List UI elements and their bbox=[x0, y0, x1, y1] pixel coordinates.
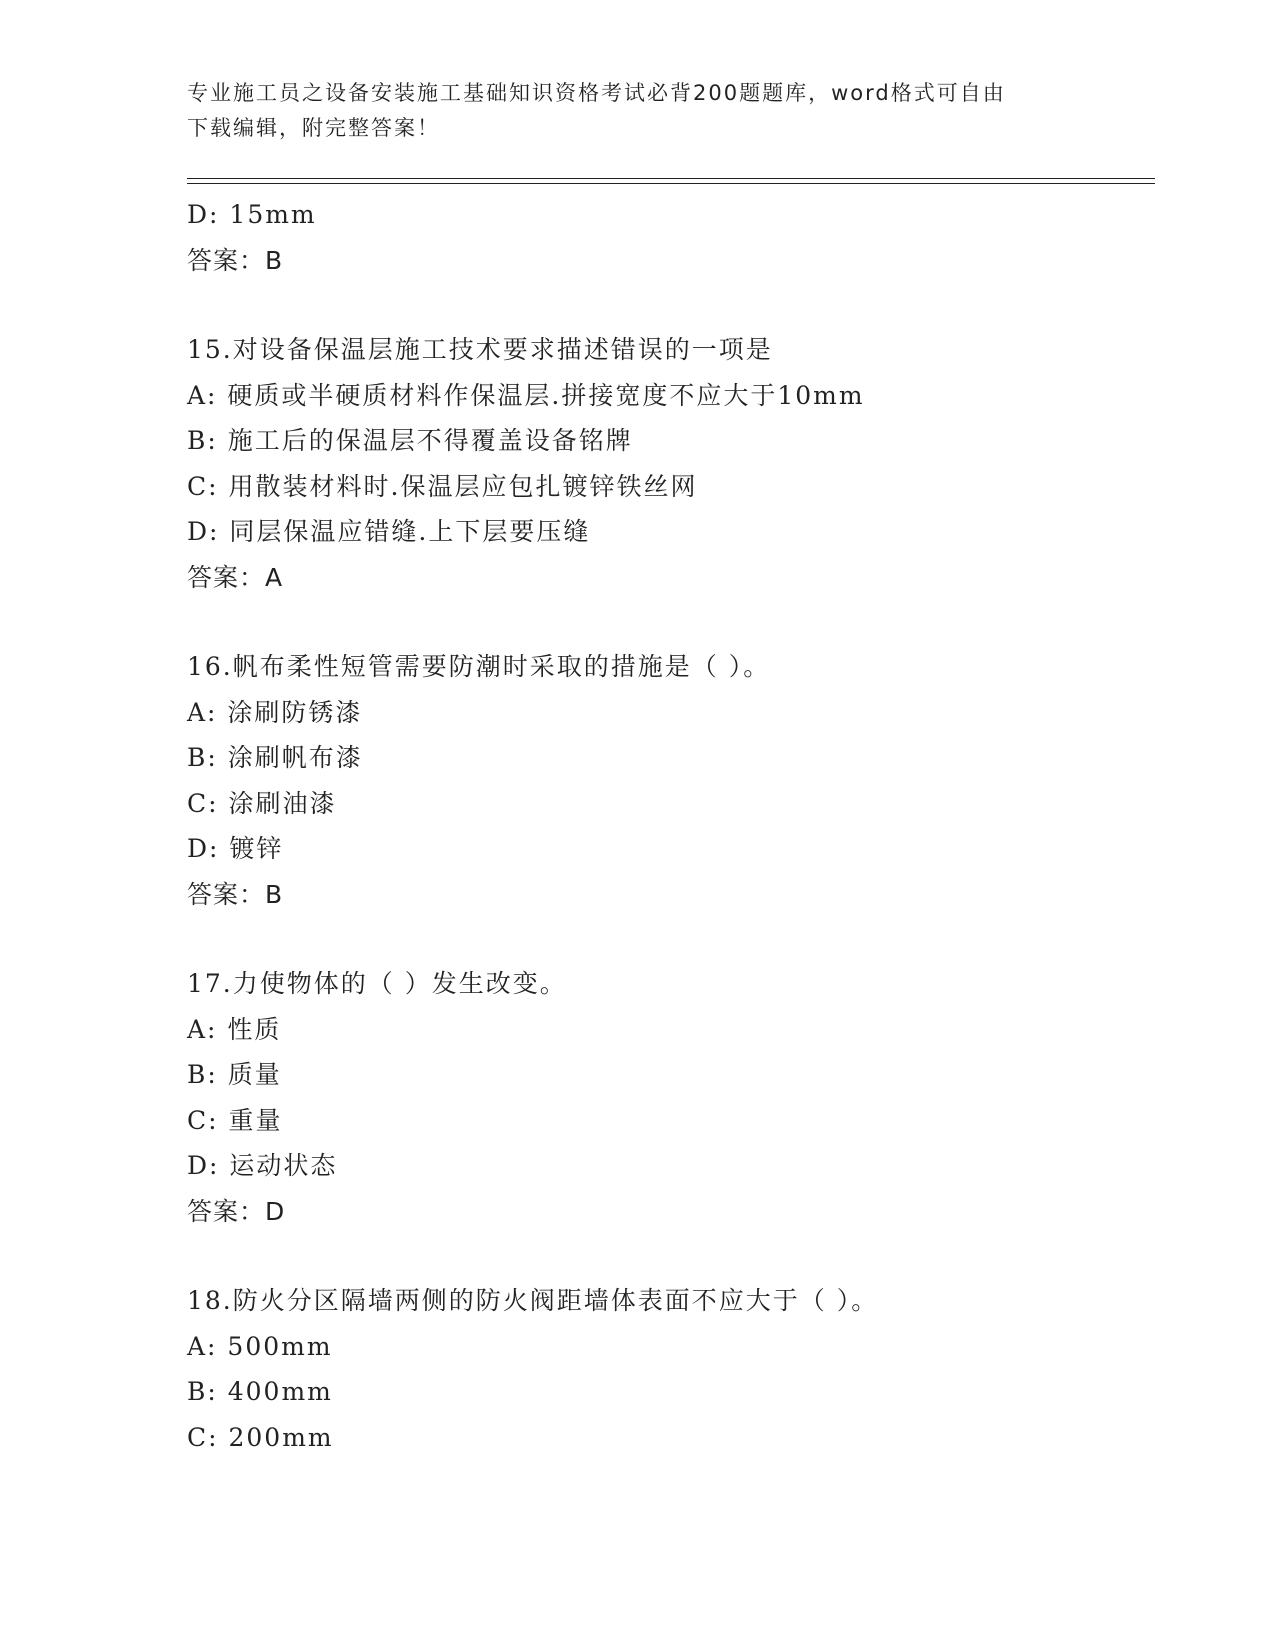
question-17 bbox=[187, 961, 1155, 1234]
option-d: D: 运动状态 bbox=[187, 1151, 338, 1180]
question-15 bbox=[187, 327, 1155, 600]
option-d: D: 同层保温应错缝.上下层要压缝 bbox=[187, 517, 591, 546]
option-b: B: 质量 bbox=[187, 1060, 282, 1089]
header-divider-top bbox=[187, 178, 1155, 179]
question-18 bbox=[187, 1278, 1155, 1460]
option-c: C: 200mm bbox=[187, 1422, 334, 1452]
option-d: D: 镀锌 bbox=[187, 834, 284, 863]
header-title-line-2: 下载编辑，附完整答案！ bbox=[187, 116, 440, 140]
answer-line: 答案：D bbox=[187, 1196, 286, 1226]
answer-line: 答案：B bbox=[187, 879, 284, 909]
option-c: C: 重量 bbox=[187, 1105, 283, 1135]
answer-line: 答案：A bbox=[187, 562, 284, 592]
question-list bbox=[187, 192, 1155, 1460]
option-d: D: 15mm bbox=[187, 200, 317, 229]
option-a: A: 500mm bbox=[187, 1331, 333, 1361]
option-a: A: 涂刷防锈漆 bbox=[187, 697, 363, 727]
question-stem: 18.防火分区隔墙两侧的防火阀距墙体表面不应大于（ ）。 bbox=[187, 1286, 879, 1315]
option-b: B: 涂刷帆布漆 bbox=[187, 743, 363, 772]
document-header bbox=[187, 76, 1067, 146]
question-stem: 15.对设备保温层施工技术要求描述错误的一项是 bbox=[187, 335, 773, 364]
option-c: C: 用散装材料时.保温层应包扎镀锌铁丝网 bbox=[187, 471, 698, 501]
answer-line: 答案：B bbox=[187, 245, 284, 275]
option-a: A: 性质 bbox=[187, 1014, 282, 1044]
question-stem: 16.帆布柔性短管需要防潮时采取的措施是（ ）。 bbox=[187, 652, 771, 681]
question-stem: 17.力使物体的（ ）发生改变。 bbox=[187, 969, 567, 998]
header-title-line-1: 专业施工员之设备安装施工基础知识资格考试必背200题题库，word格式可自由 bbox=[187, 81, 1006, 105]
question-16 bbox=[187, 644, 1155, 917]
option-b: B: 400mm bbox=[187, 1377, 333, 1406]
header-divider-bottom bbox=[187, 183, 1155, 184]
option-c: C: 涂刷油漆 bbox=[187, 788, 337, 818]
option-a: A: 硬质或半硬质材料作保温层.拼接宽度不应大于10mm bbox=[187, 380, 865, 410]
option-b: B: 施工后的保温层不得覆盖设备铭牌 bbox=[187, 426, 633, 455]
